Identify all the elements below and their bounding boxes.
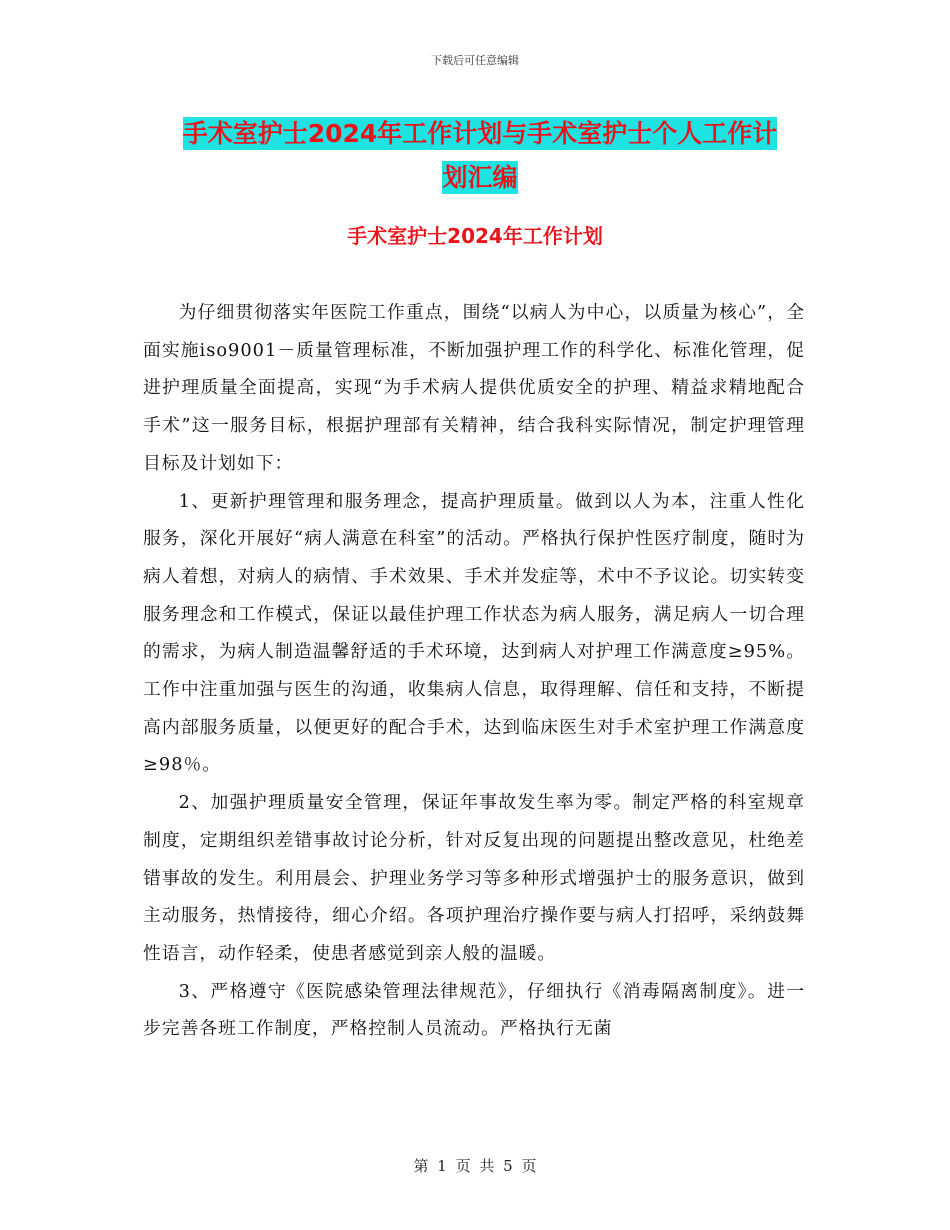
paragraph-item-1: 1、更新护理管理和服务理念，提高护理质量。做到以人为本，注重人性化服务，深化开展好“病人满意在科室”的活动。严格执行保护性医疗制度，随时为病人着想，对病人的病情、手术效果、手术并发症等，术中不予议论。切实转变服务理念和工作模式，保证以最佳护理工作状态为病人服务，满足病人一切合理的需求，为病人制造温馨舒适的手术环境，达到病人对护理工作满意度≥95%。工作中注重加强与医生的沟通，收集病人信息，取得理解、信任和支持，不断提高内部服务质量，以便更好的配合手术，达到临床医生对手术室护理工作满意度≥98％。 (143, 490, 805, 776)
page-footer-number: 第 1 页 共 5 页 (413, 1157, 537, 1175)
section-title: 手术室护士2024年工作计划 (347, 224, 603, 248)
document-title-line-1: 手术室护士2024年工作计划与手术室护士个人工作计 (182, 119, 778, 148)
page-header-note: 下载后可任意编辑 (431, 54, 519, 67)
paragraph-item-3: 3、严格遵守《医院感染管理法律规范》，仔细执行《消毒隔离制度》。进一步完善各班工作制度，严格控制人员流动。严格执行无菌 (143, 980, 805, 1040)
document-title-line-2: 划汇编 (442, 163, 518, 192)
document-title (150, 112, 810, 200)
paragraph-intro: 为仔细贯彻落实年医院工作重点，围绕“以病人为中心，以质量为核心”，全面实施iso9001－质量管理标准，不断加强护理工作的科学化、标准化管理，促进护理质量全面提高，实现“为手术病人提供优质安全的护理、精益求精地配合手术”这一服务目标，根据护理部有关精神，结合我科实际情况，制定护理管理目标及计划如下： (143, 302, 805, 474)
paragraph-item-2: 2、加强护理质量安全管理，保证年事故发生率为零。制定严格的科室规章制度，定期组织差错事故讨论分析，针对反复出现的问题提出整改意见，杜绝差错事故的发生。利用晨会、护理业务学习等多种形式增强护士的服务意识，做到主动服务，热情接待，细心介绍。各项护理治疗操作要与病人打招呼，采纳鼓舞性语言，动作轻柔，使患者感觉到亲人般的温暖。 (143, 792, 805, 964)
document-body (143, 294, 805, 1048)
